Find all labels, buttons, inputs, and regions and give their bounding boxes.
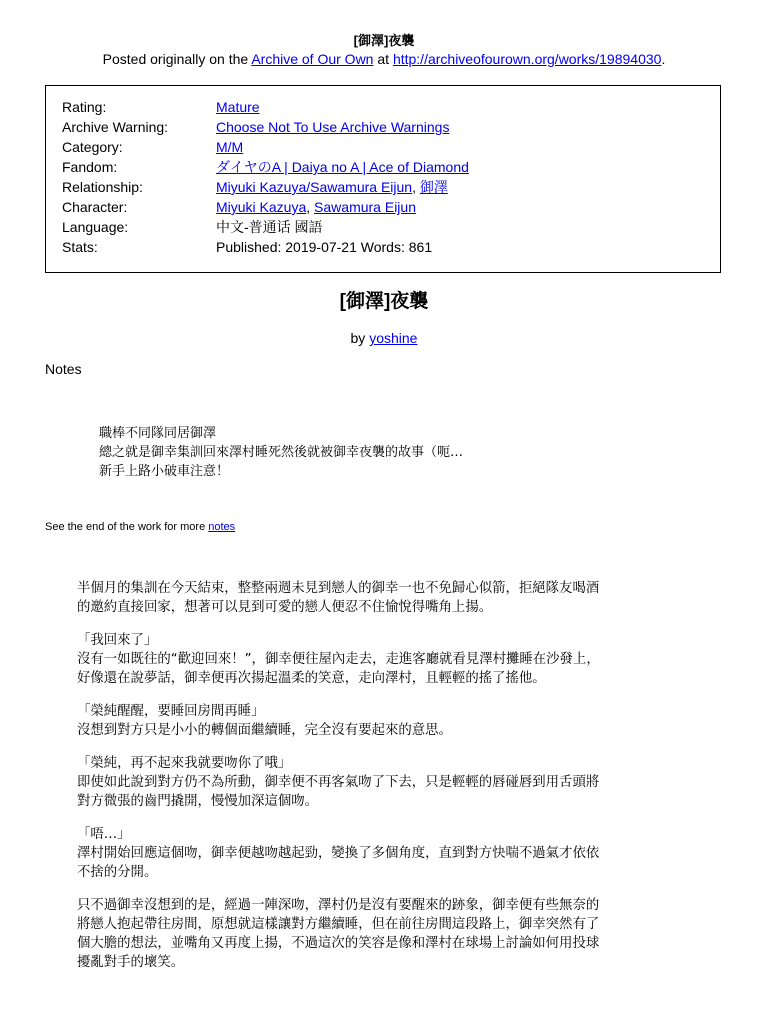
story-line: 半個月的集訓在今天結束，整整兩週未見到戀人的御幸一也不免歸心似箭，拒絕隊友喝酒 [77,581,600,596]
work-url-link[interactable]: http://archiveofourown.org/works/19894030 [392,51,662,67]
warning-link[interactable]: Choose Not To Use Archive Warnings [216,119,450,135]
category-label: Category: [62,139,123,155]
relationship-link-2[interactable]: 御澤 [419,179,448,195]
story-line: 個大膽的想法，並嘴角又再度上揚，不過這次的笑容是像和澤村在球場上討論如何用投球 [77,936,600,951]
author-link[interactable]: yoshine [369,330,418,346]
story-paragraph [77,579,697,617]
byline-prefix: by [350,330,370,346]
language-value: 中文-普通话 國語 [216,219,323,235]
relationship-values [216,178,448,196]
story-paragraph [77,825,697,882]
story-line: 沒有一如既往的“歡迎回來！”，御幸便往屋內走去，走進客廳就看見澤村攤睡在沙發上， [77,652,600,667]
end-notes-link[interactable]: notes [208,521,236,533]
warning-label: Archive Warning: [62,119,169,135]
stats-value: Published: 2019-07-21 Words: 861 [216,239,433,255]
posted-prefix: Posted originally on the [102,51,252,67]
work-metadata-box [45,85,721,273]
fandom-link[interactable]: ダイヤのA | Daiya no A | Ace of Diamond [216,159,469,175]
story-line: 擾亂對手的壞笑。 [77,955,185,970]
story-paragraph [77,896,697,972]
relationship-separator: , [412,179,420,195]
story-line: 不捨的分開。 [77,865,158,880]
story-paragraph [77,754,697,811]
story-paragraph [77,702,697,740]
notes-heading: Notes [45,361,82,377]
end-notes-prefix: See the end of the work for more [45,521,209,533]
story-line: 好像還在說夢話，御幸便再次揚起溫柔的笑意，走向澤村，且輕輕的搖了搖他。 [77,671,546,686]
category-link[interactable]: M/M [216,139,244,155]
story-line: 的邀約直接回家，想著可以見到可愛的戀人便忍不住愉悅得嘴角上揚。 [77,600,493,615]
story-line: 將戀人抱起帶往房間，原想就這樣讓對方繼續睡，但在前往房間這段路上，御幸突然有了 [77,917,600,932]
rating-label: Rating: [62,99,107,115]
posted-suffix: . [661,51,666,67]
notes-line: 總之就是御幸集訓回來澤村睡死然後就被御幸夜襲的故事（呃… [99,445,464,460]
story-line: 「榮純，再不起來我就要吻你了哦」 [77,756,292,771]
notes-body [99,424,463,481]
character-separator: , [306,199,315,215]
notes-line: 職棒不同隊同居御澤 [99,426,217,441]
work-title: [御澤]夜襲 [339,291,429,312]
rating-link[interactable]: Mature [216,99,260,115]
story-line: 「我回來了」 [77,633,158,648]
story-line: 只不過御幸沒想到的是，經過一陣深吻，澤村仍是沒有要醒來的跡象，御幸便有些無奈的 [77,898,600,913]
story-line: 沒想到對方只是小小的轉個面繼續睡，完全沒有要起來的意思。 [77,723,452,738]
character-link-1[interactable]: Miyuki Kazuya [216,199,307,215]
story-line: 「榮純醒醒，要睡回房間再睡」 [77,704,265,719]
character-label: Character: [62,199,128,215]
story-line: 對方微張的齒門撬開，慢慢加深這個吻。 [77,794,319,809]
posted-originally-line [0,50,768,68]
fandom-label: Fandom: [62,159,118,175]
posted-at: at [373,51,393,67]
notes-line: 新手上路小破車注意！ [99,464,230,479]
relationship-link-1[interactable]: Miyuki Kazuya/Sawamura Eijun [216,179,413,195]
relationship-label: Relationship: [62,179,143,195]
archive-link[interactable]: Archive of Our Own [251,51,374,67]
end-notes-pointer [45,520,235,534]
story-body [77,579,697,986]
language-label: Language: [62,219,129,235]
story-paragraph [77,631,697,688]
character-link-2[interactable]: Sawamura Eijun [314,199,416,215]
byline [0,329,768,347]
story-line: 即使如此說到對方仍不為所動，御幸便不再客氣吻了下去，只是輕輕的唇碰唇到用舌頭將 [77,775,600,790]
story-line: 澤村開始回應這個吻，御幸便越吻越起勁，變換了多個角度，直到對方快喘不過氣才依依 [77,846,600,861]
story-line: 「唔…」 [77,827,131,842]
document-title: [御澤]夜襲 [353,33,415,48]
character-values [216,198,416,216]
stats-label: Stats: [62,239,98,255]
